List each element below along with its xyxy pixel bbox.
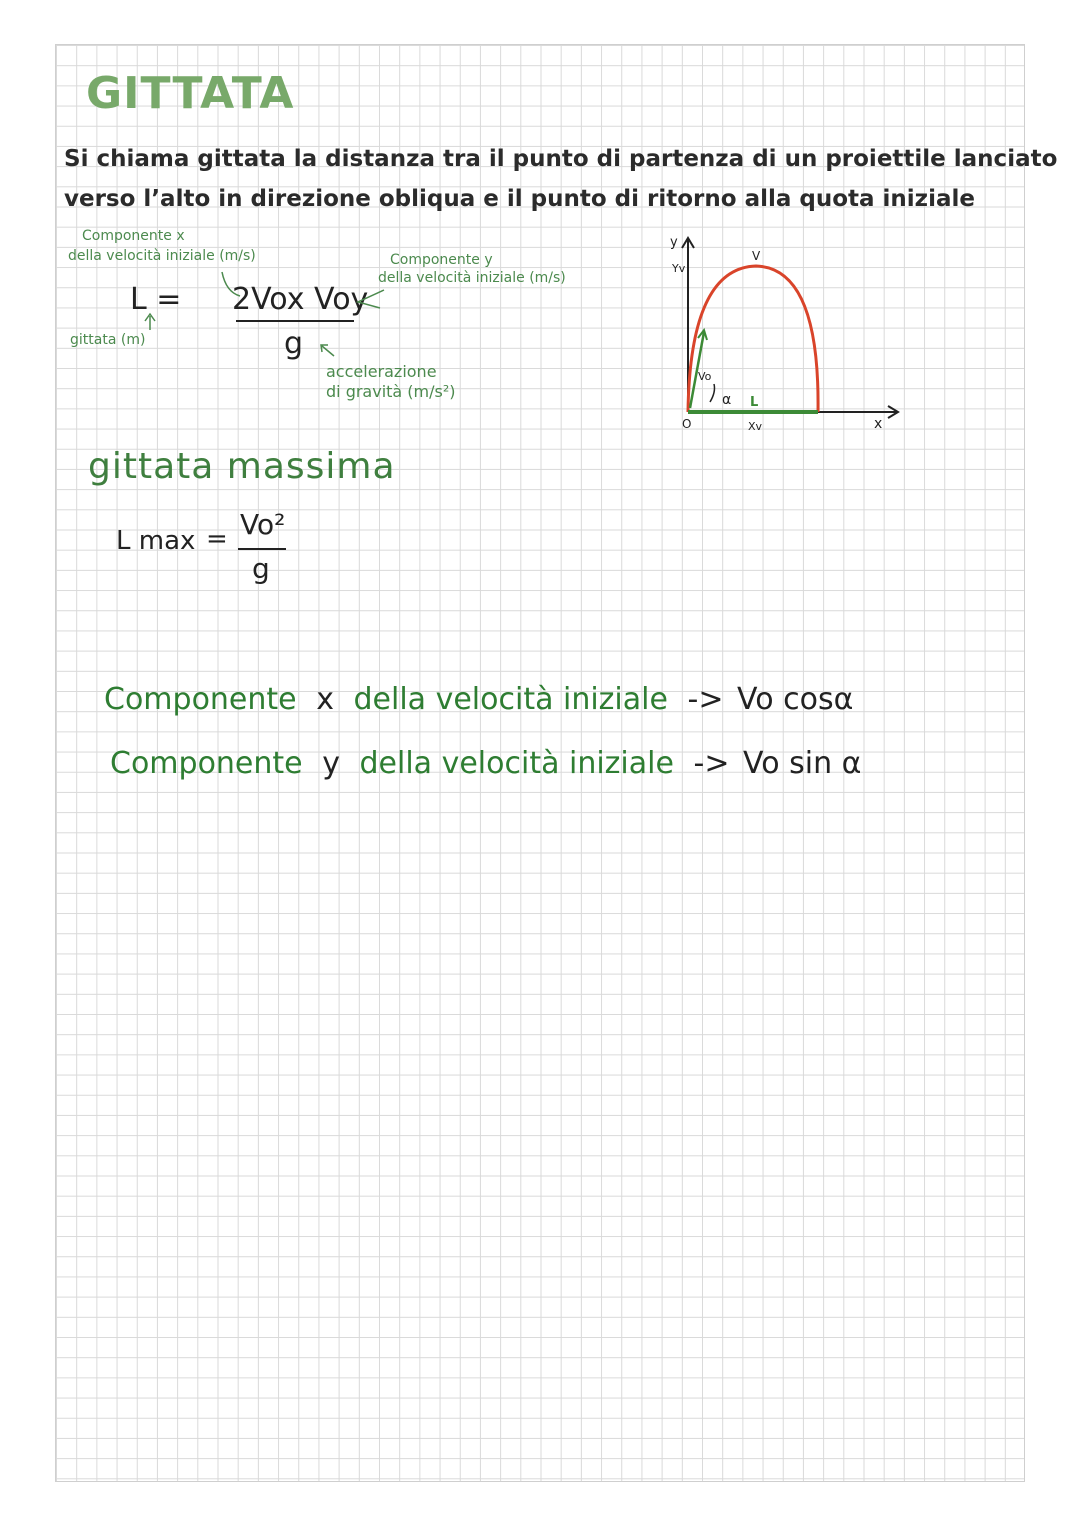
range-label: L [750,395,759,410]
max-range-denominator: g [252,552,270,585]
component-y-var: y [322,746,340,781]
component-x-row [104,682,853,717]
arrow-gittata [145,314,155,330]
origin-label: O [682,417,692,431]
arrow-g [321,345,334,356]
component-x-label-a: Componente [104,682,297,717]
max-range-lhs: L max [116,526,196,556]
yv-label: Yv [672,262,686,275]
xv-label: Xv [748,420,763,432]
max-range-fraction-bar [238,548,286,550]
max-range-equals: = [206,524,228,554]
component-y-arrow: -> [693,746,730,781]
annotation-y-line1: Componente y [390,252,493,268]
annotation-arrows [0,0,1080,440]
formula-denominator: g [284,326,304,361]
angle-label: α [722,392,732,408]
page-title: GITTATA [86,68,295,119]
angle-arc [710,384,715,402]
formula-numerator: 2Vox Voy [232,282,369,317]
gittata-annotation: gittata (m) [70,332,146,348]
component-y-label-a: Componente [110,746,303,781]
arrow-x-annotation [222,272,240,296]
max-range-heading: gittata massima [88,446,396,487]
annotation-x-line1: Componente x [82,228,185,244]
g-annotation-line2: di gravità (m/s²) [326,382,456,401]
x-axis-label: x [874,416,883,432]
arrow-y-annotation [358,290,384,308]
trajectory-diagram [660,232,910,432]
definition-line-1: Si chiama gittata la distanza tra il punto di partenza di un proiettile lanciato [64,146,1058,172]
component-x-var: x [316,682,334,717]
v0-label: Vo [698,370,712,383]
formula-lhs: L = [130,282,182,317]
annotation-x-line2: della velocità iniziale (m/s) [68,248,256,264]
annotation-y-line2: della velocità iniziale (m/s) [378,270,566,286]
g-annotation-line1: accelerazione [326,362,437,381]
y-axis-label: y [670,235,678,250]
component-y-result: Vo sin α [743,746,862,781]
component-x-result: Vo cosα [737,682,854,717]
component-y-label-b: della velocità iniziale [359,746,674,781]
vertex-label: V [752,249,761,263]
component-y-row [110,746,861,781]
definition-line-2: verso l’alto in direzione obliqua e il punto di ritorno alla quota iniziale [64,186,975,212]
component-x-label-b: della velocità iniziale [353,682,668,717]
max-range-numerator: Vo² [240,508,286,541]
component-x-arrow: -> [687,682,724,717]
